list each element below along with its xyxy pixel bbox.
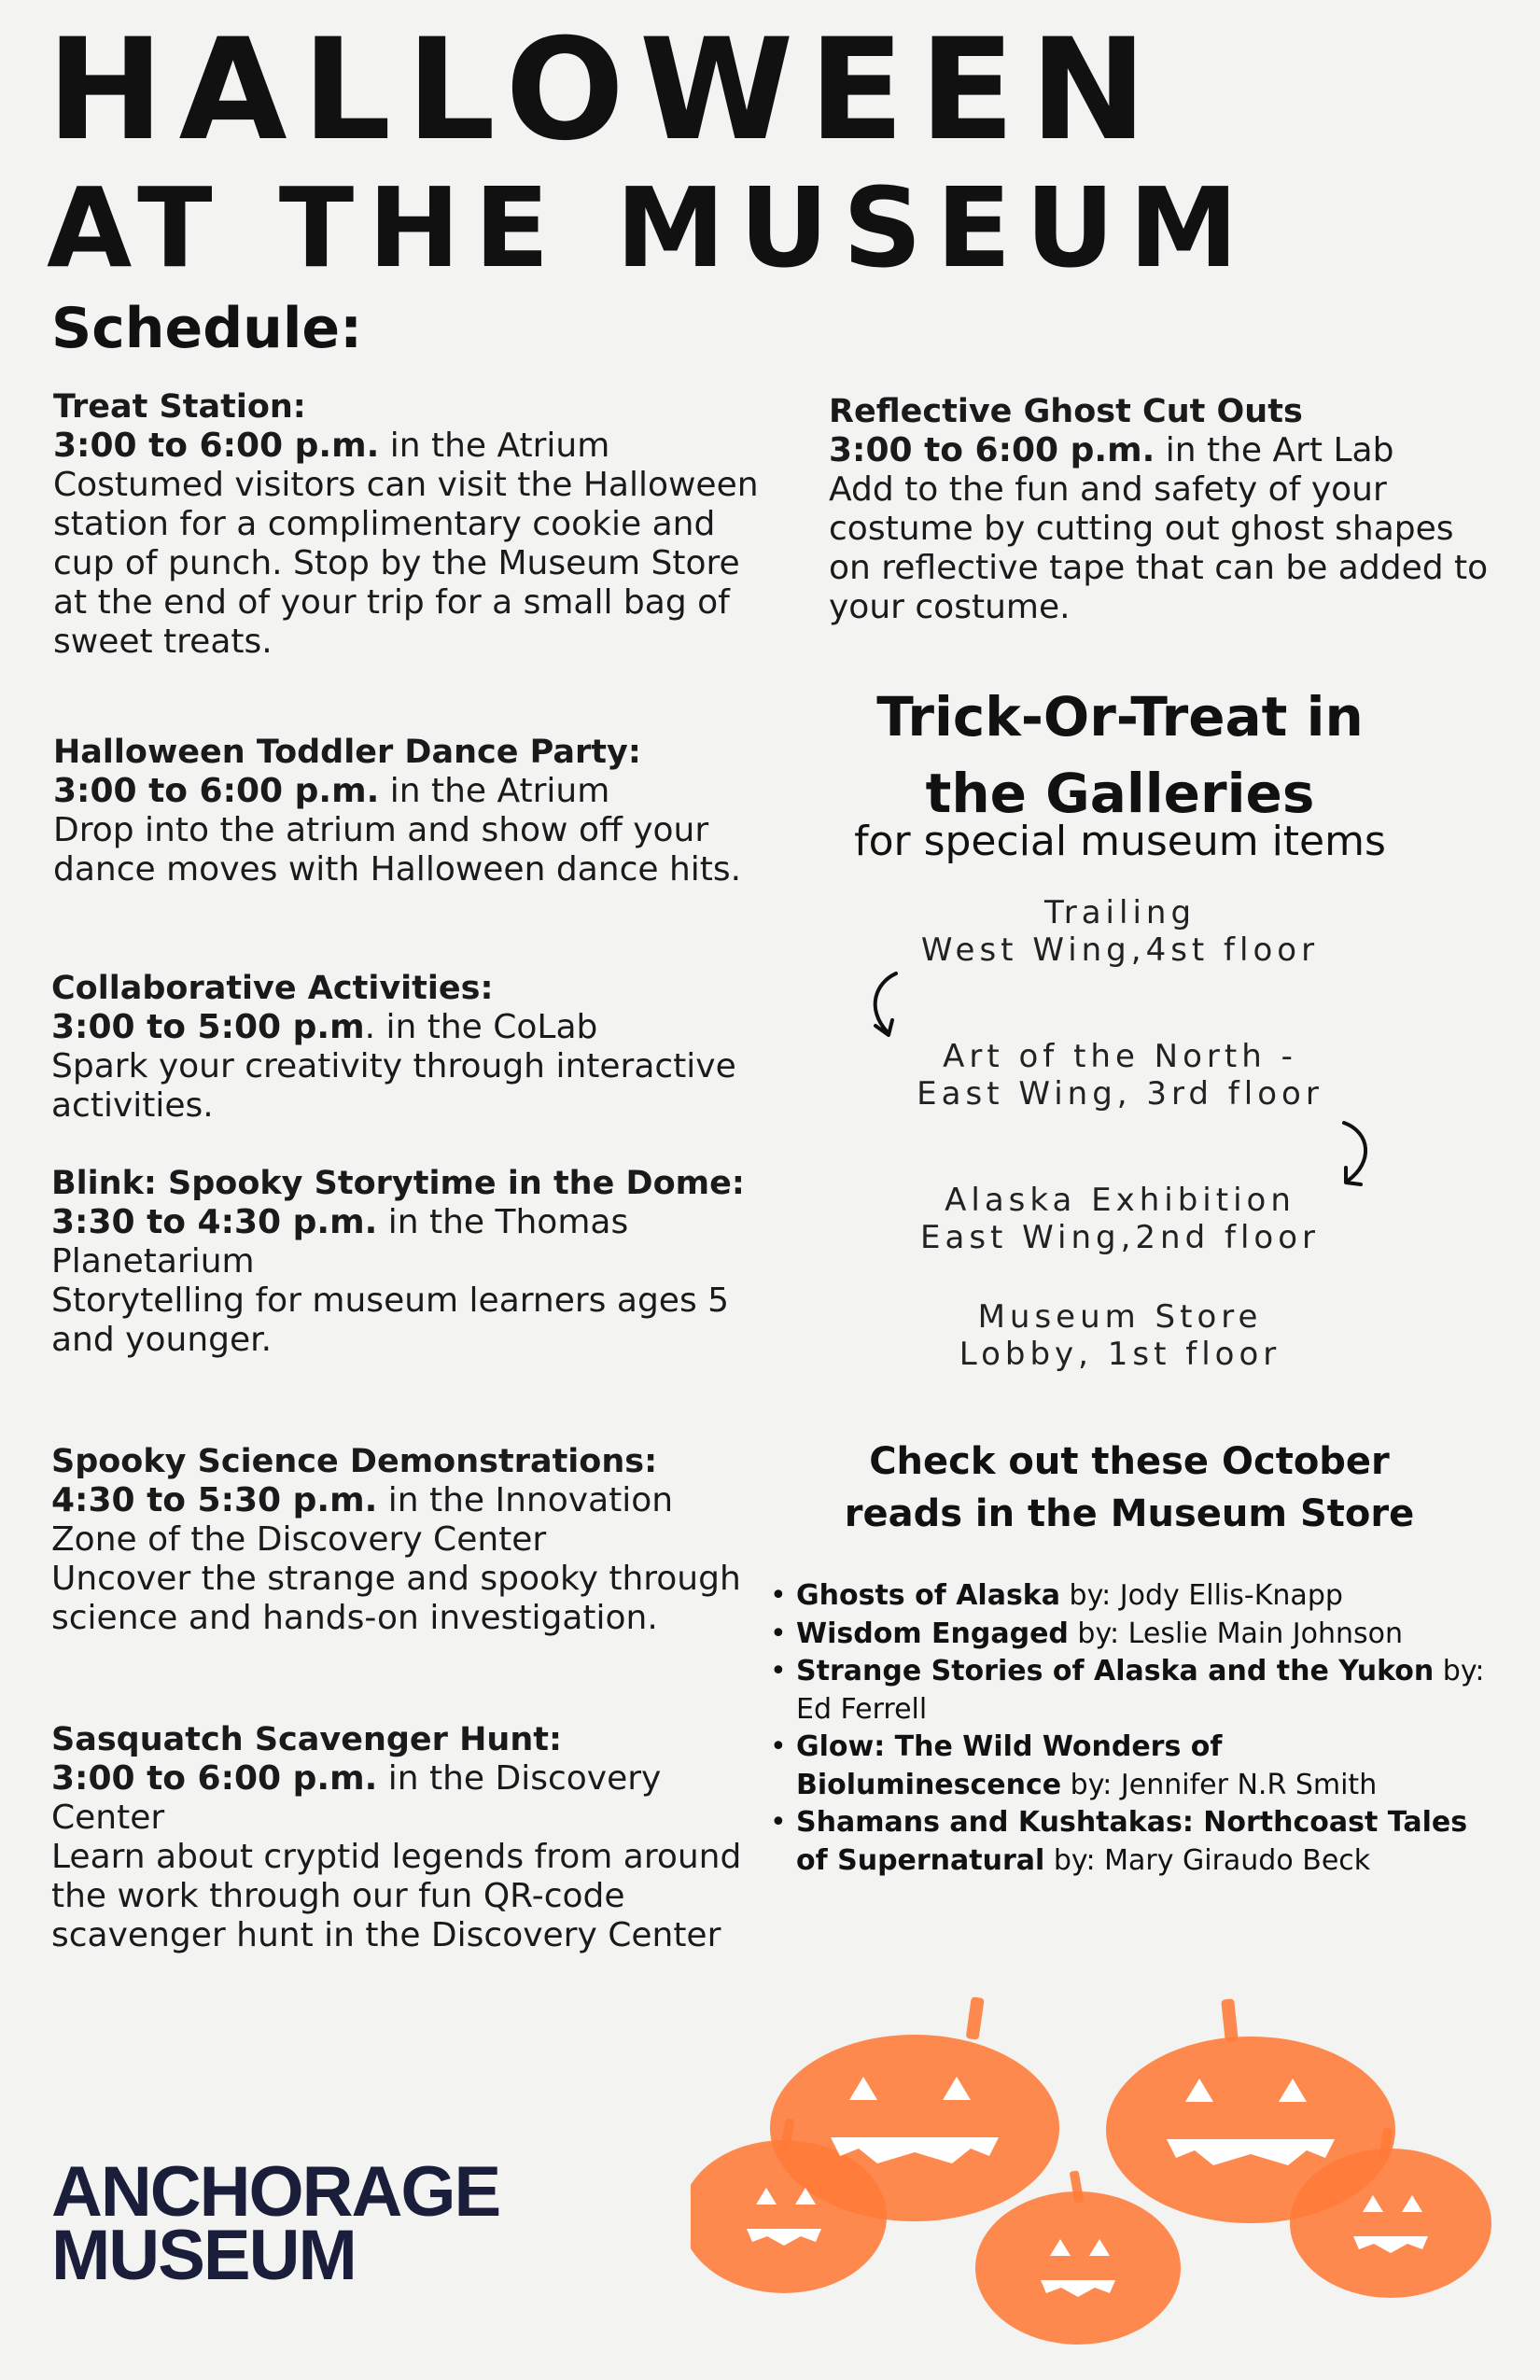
book-title: Glow: The Wild Wonders of Bioluminescence	[796, 1730, 1223, 1801]
book-title: Shamans and Kushtakas: Northcoast Tales of Supernatural	[796, 1806, 1468, 1877]
trick-or-treat-heading	[784, 679, 1456, 832]
event-description: Learn about cryptid legends from around the work through our fun QR-code scavenger hunt in the Discovery Center	[51, 1838, 742, 1954]
event-place: in the Discovery Center	[51, 1759, 662, 1837]
trick-heading-line2: the Galleries	[925, 762, 1315, 825]
trick-or-treat-subheading: for special museum items	[854, 818, 1386, 865]
list-item	[770, 1616, 1489, 1654]
book-author: by: Jody Ellis-Knapp	[1060, 1579, 1343, 1612]
event-description: Storytelling for museum learners ages 5 and younger.	[51, 1281, 730, 1359]
book-title: Strange Stories of Alaska and the Yukon	[796, 1655, 1435, 1687]
title-at-the-museum: AT THE MUSEUM	[47, 163, 1253, 292]
stop-trailing	[784, 894, 1456, 969]
trick-heading-line1: Trick-Or-Treat in	[876, 685, 1364, 749]
book-title: Wisdom Engaged	[796, 1617, 1069, 1650]
event-name: Sasquatch Scavenger Hunt:	[51, 1721, 562, 1758]
list-item	[770, 1729, 1489, 1804]
list-item	[770, 1577, 1489, 1616]
event-description: Drop into the atrium and show off your dance moves with Halloween dance hits.	[53, 811, 742, 889]
event-time: 3:00 to 6:00 p.m.	[53, 427, 380, 465]
book-author: by: Mary Giraudo Beck	[1044, 1843, 1371, 1877]
event-place: in the Atrium	[379, 772, 610, 810]
event-toddler-dance-party	[53, 733, 763, 889]
event-spooky-science	[51, 1442, 761, 1638]
event-place: in the Art Lab	[1155, 431, 1394, 469]
list-item	[770, 1804, 1489, 1880]
stop-museum-store	[784, 1298, 1456, 1373]
schedule-heading: Schedule:	[51, 296, 363, 361]
event-place: . in the CoLab	[364, 1008, 598, 1046]
stop-name: Trailing	[1043, 894, 1197, 931]
event-place: in the Atrium	[379, 427, 610, 465]
event-name: Treat Station:	[53, 388, 306, 426]
event-name: Reflective Ghost Cut Outs	[829, 393, 1303, 430]
book-author: by: Jennifer N.R Smith	[1061, 1768, 1378, 1801]
curved-arrow-icon	[859, 966, 933, 1050]
book-list	[770, 1577, 1489, 1880]
event-treat-station	[53, 387, 763, 662]
event-name: Halloween Toddler Dance Party:	[53, 734, 641, 771]
event-description: Add to the fun and safety of your costume by cutting out ghost shapes on reflective tape that can be added to your costume.	[829, 470, 1489, 626]
event-time: 3:30 to 4:30 p.m.	[51, 1203, 378, 1241]
event-description: Spark your creativity through interactive activities.	[51, 1047, 736, 1125]
event-time: 3:00 to 6:00 p.m.	[829, 431, 1155, 469]
stop-location: East Wing,2nd floor	[920, 1219, 1320, 1256]
event-time: 3:00 to 6:00 p.m.	[53, 772, 380, 810]
stop-location: West Wing,4st floor	[920, 931, 1320, 969]
curved-arrow-icon	[1325, 1115, 1400, 1199]
book-author: by: Leslie Main Johnson	[1068, 1617, 1404, 1650]
event-place: in the Thomas Planetarium	[51, 1203, 629, 1281]
stop-name: Museum Store	[977, 1298, 1263, 1336]
event-time: 4:30 to 5:30 p.m.	[51, 1481, 378, 1519]
logo-line1: ANCHORAGE	[51, 2152, 500, 2232]
reads-heading-line2: reads in the Museum Store	[844, 1492, 1415, 1535]
event-ghost-cut-outs	[829, 392, 1491, 627]
event-place: in the Innovation Zone of the Discovery Center	[51, 1481, 674, 1559]
event-time: 3:00 to 6:00 p.m.	[51, 1759, 378, 1798]
october-reads-heading	[784, 1435, 1475, 1540]
list-item	[770, 1653, 1489, 1729]
book-author: by: Ed Ferrell	[796, 1655, 1485, 1726]
anchorage-museum-logo	[51, 2152, 500, 2295]
event-name: Spooky Science Demonstrations:	[51, 1443, 658, 1480]
stop-name: Art of the North -	[943, 1038, 1297, 1075]
reads-heading-line1: Check out these October	[869, 1440, 1390, 1483]
title-halloween: HALLOWEEN	[47, 9, 1162, 172]
event-description: Uncover the strange and spooky through science and hands-on investigation.	[51, 1560, 741, 1637]
stop-name: Alaska Exhibition	[945, 1182, 1295, 1219]
event-spooky-storytime	[51, 1164, 761, 1360]
event-sasquatch-hunt	[51, 1720, 761, 1955]
event-time: 3:00 to 5:00 p.m	[51, 1008, 365, 1046]
stop-location: Lobby, 1st floor	[959, 1336, 1281, 1373]
jack-o-lantern-pumpkins-illustration	[691, 1988, 1493, 2361]
event-name: Blink: Spooky Storytime in the Dome:	[51, 1165, 745, 1202]
book-title: Ghosts of Alaska	[796, 1579, 1060, 1612]
event-name: Collaborative Activities:	[51, 970, 494, 1007]
event-description: Costumed visitors can visit the Halloween station for a complimentary cookie and cup of punch. Stop by the Museum Store at the end of your trip for a small bag of sweet treats.	[53, 466, 759, 661]
stop-location: East Wing, 3rd floor	[917, 1075, 1323, 1113]
event-collaborative-activities	[51, 969, 761, 1126]
logo-line2: MUSEUM	[51, 2216, 356, 2295]
